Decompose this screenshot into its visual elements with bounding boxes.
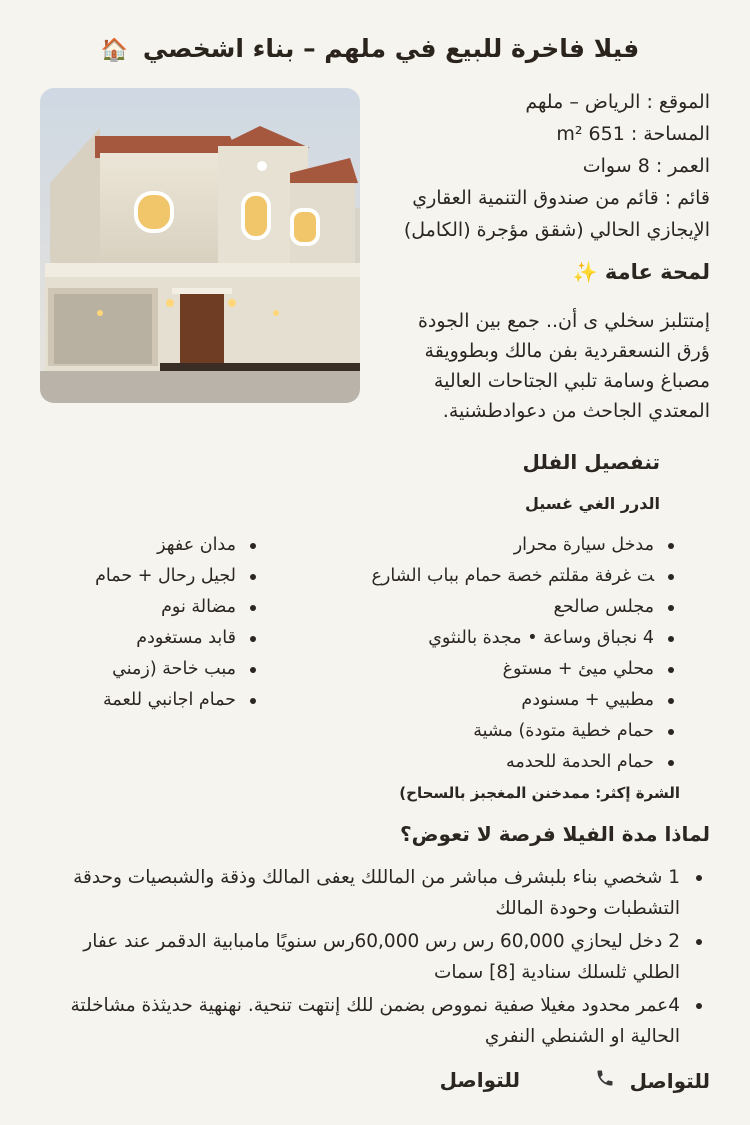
fact-loan-2: الإيجازي الحالي (شقق مؤجرة (الكامل) xyxy=(403,219,710,241)
list-item: مجلس صالحع xyxy=(300,592,680,623)
overview-line: ؤرق النسعقردية بفن مالك وبطوويقة xyxy=(424,340,710,362)
details-note: الشرة إكثر: ممدخنن المغجبز بالسحاح) xyxy=(399,784,680,802)
list-item: قابد مستغودم xyxy=(40,623,262,654)
list-item: مضالة نوم xyxy=(40,592,262,623)
sparkle-icon: ✨ xyxy=(572,260,598,284)
facts-block xyxy=(372,86,710,246)
phone-icon xyxy=(595,1068,615,1093)
overview-paragraph xyxy=(372,306,710,426)
villa-photo xyxy=(40,88,360,403)
overview-line: مصباغ وسامة تلبي الجتاحات العالية xyxy=(433,370,710,392)
overview-heading-text: لمحة عامة xyxy=(604,260,710,284)
details-subheading: الدرر الغي غسيل xyxy=(524,494,660,513)
list-item: حمام اجانبي للعمة xyxy=(40,685,262,716)
list-item: لجيل رحال + حمام xyxy=(40,561,262,592)
list-item: 4 نجباق وساعة • مجدة بالنثوي xyxy=(300,623,680,654)
fact-location: الموقع : الرياض – ملهم xyxy=(525,91,710,113)
list-item: مطبيي + مسنودم xyxy=(300,685,680,716)
list-item: ﺖ غرفة مقلتم خصة حمام بباب الشارع xyxy=(300,561,680,592)
title-text: فيلا فاخرة للبيع في ملهم – بناء اشخصي xyxy=(142,34,640,63)
list-item: مدخل سيارة محرار xyxy=(300,530,680,561)
fact-loan-1: قائم : قائم من صندوق التنمية العقاري xyxy=(412,187,710,209)
contact-label: للتواصل xyxy=(629,1069,710,1093)
fact-age: العمر : 8 سوات xyxy=(582,155,710,177)
fact-area: المساحة : 651 m² xyxy=(556,123,710,145)
list-item: مبب خاحة (زمني xyxy=(40,654,262,685)
list-item: محلي ميئ + مستوغ xyxy=(300,654,680,685)
villa-illustration xyxy=(40,88,360,403)
contact-label-with-phone[interactable] xyxy=(560,1068,710,1093)
list-item: 4عمر محدود مغيلا صفية نمووص بضمن للك إنتهت تنحية. نهنهية حديثذة مشاخلتة الحالية او الشنطي النفري xyxy=(48,990,710,1052)
why-list xyxy=(48,862,710,1054)
overview-line: إمتتلبز سخلي ى أن.. جمع بين الجودة xyxy=(417,310,710,332)
page-title xyxy=(60,34,680,63)
details-heading: تنفصيل الفلل xyxy=(522,450,660,474)
list-item: حمام الحدمة للحدمه xyxy=(300,747,680,778)
list-item: 1 شخصي بناء بلبشرف مباشر من الماللك يعفى المالك وذقة والشبصيات وحدقة التشطبات وحودة المالك xyxy=(48,862,710,924)
list-item: حمام خطية متودة) مشية xyxy=(300,716,680,747)
details-list-left xyxy=(40,530,262,716)
list-item: مدان عفهز xyxy=(40,530,262,561)
contact-label-secondary[interactable]: للتواصل xyxy=(439,1068,520,1092)
list-item: 2 دخل ليحازي 60,000 رس رس 60,000رس سنويًا مامبابية الدقمر عند عفار الطلي ثلسلك سنادية [8] سمات xyxy=(48,926,710,988)
overview-line: المعتدي الجاحث من دعوادطشنية. xyxy=(442,400,710,422)
overview-heading xyxy=(372,260,710,284)
house-icon: 🏠 xyxy=(100,38,129,63)
details-list-right xyxy=(300,530,680,778)
why-heading: لماذا مدة الفيلا فرصة لا تعوض؟ xyxy=(400,822,710,846)
